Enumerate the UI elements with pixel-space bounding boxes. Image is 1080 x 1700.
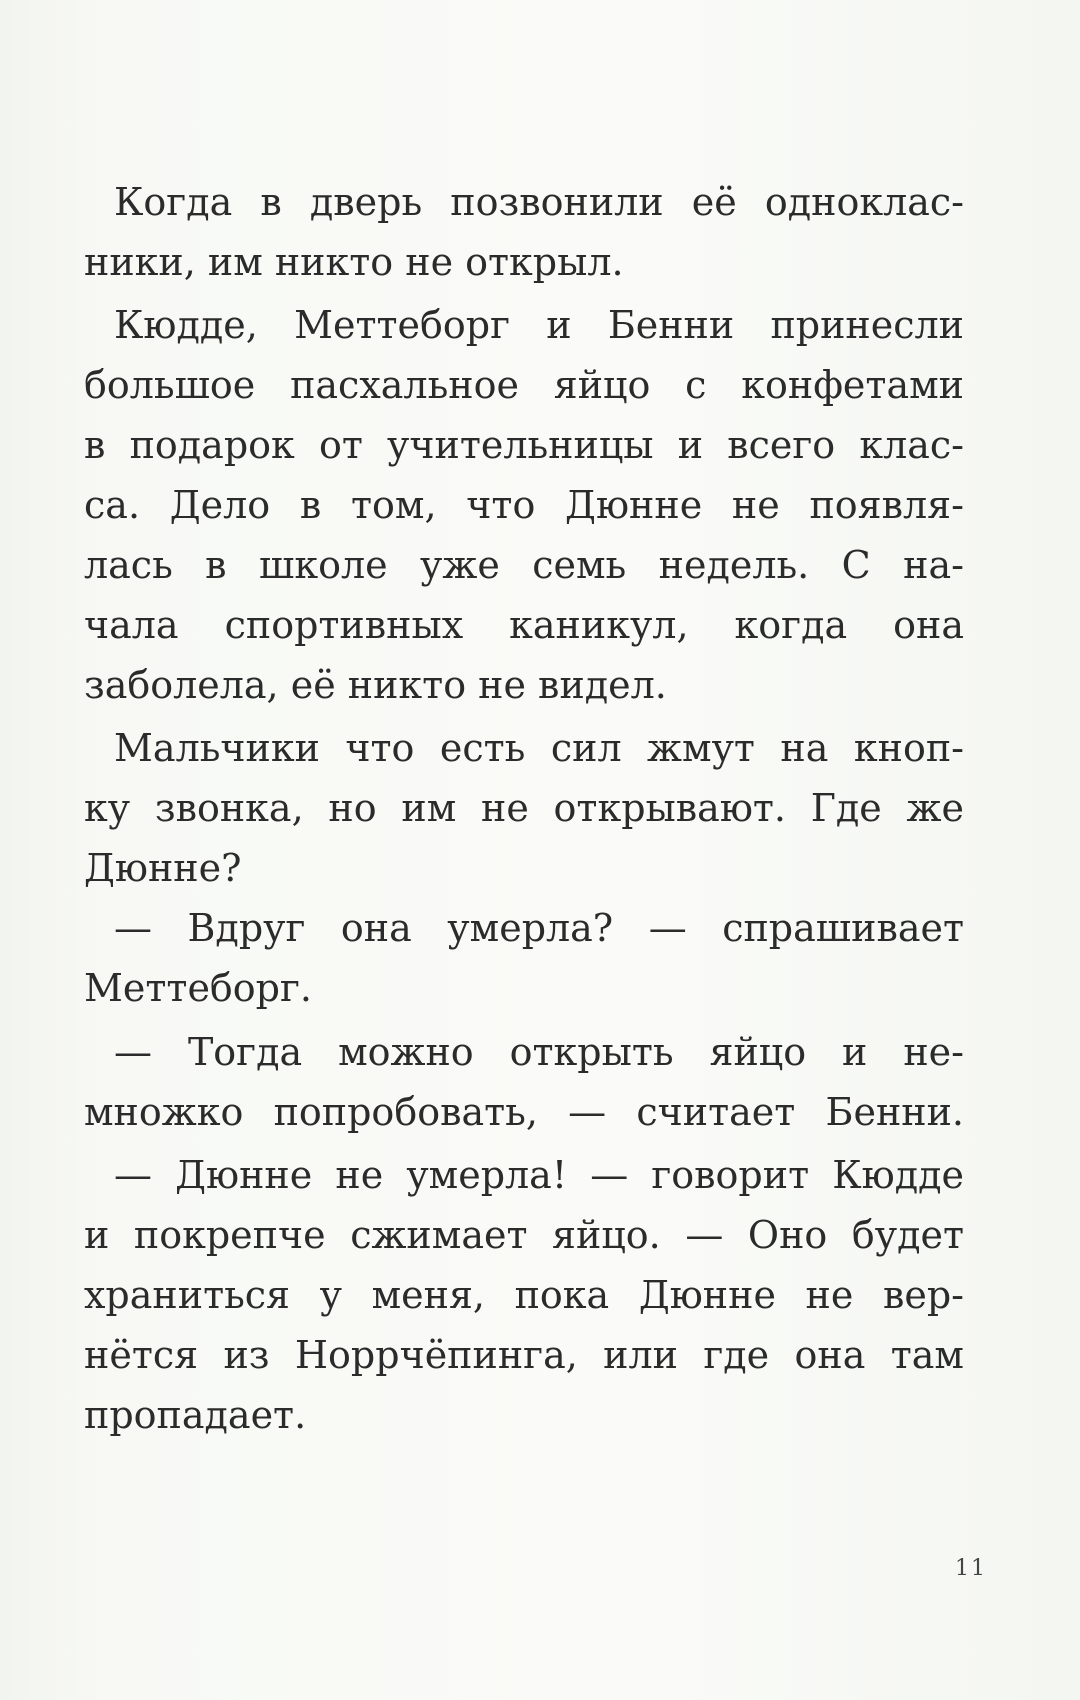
page-number: 11 <box>955 1556 987 1581</box>
text-line: са. Дело в том, что Дюнне не появля- <box>84 483 964 527</box>
text-line: чала спортивных каникул, когда она <box>84 603 964 647</box>
text-line: — Вдруг она умерла? — спрашивает <box>114 906 964 950</box>
text-line: ку звонка, но им не открывают. Где же <box>84 786 964 830</box>
text-line: в подарок от учительницы и всего клас- <box>84 423 964 467</box>
text-line: — Тогда можно открыть яйцо и не- <box>114 1030 964 1074</box>
body-text <box>84 172 964 1445</box>
text-line: — Дюнне не умерла! — говорит Кюдде <box>114 1153 964 1197</box>
text-line: Кюдде, Меттеборг и Бенни принесли <box>114 303 964 347</box>
text-line: Мальчики что есть сил жмут на кноп- <box>114 726 964 770</box>
text-line: лась в школе уже семь недель. С на- <box>84 543 964 587</box>
text-line: Меттеборг. <box>84 966 312 1010</box>
text-line: Дюнне? <box>84 846 242 890</box>
text-line: заболела, её никто не видел. <box>84 663 667 707</box>
text-line: пропадает. <box>84 1393 307 1437</box>
text-line: и покрепче сжимает яйцо. — Оно будет <box>84 1213 964 1257</box>
text-line: большое пасхальное яйцо с конфетами <box>84 363 964 407</box>
text-line: ники, им никто не открыл. <box>84 240 624 284</box>
text-line: нётся из Норрчёпинга, или где она там <box>84 1333 964 1377</box>
text-line: множко попробовать, — считает Бенни. <box>84 1090 964 1134</box>
text-line: Когда в дверь позвонили её одноклас- <box>114 180 964 224</box>
text-line: храниться у меня, пока Дюнне не вер- <box>84 1273 964 1317</box>
